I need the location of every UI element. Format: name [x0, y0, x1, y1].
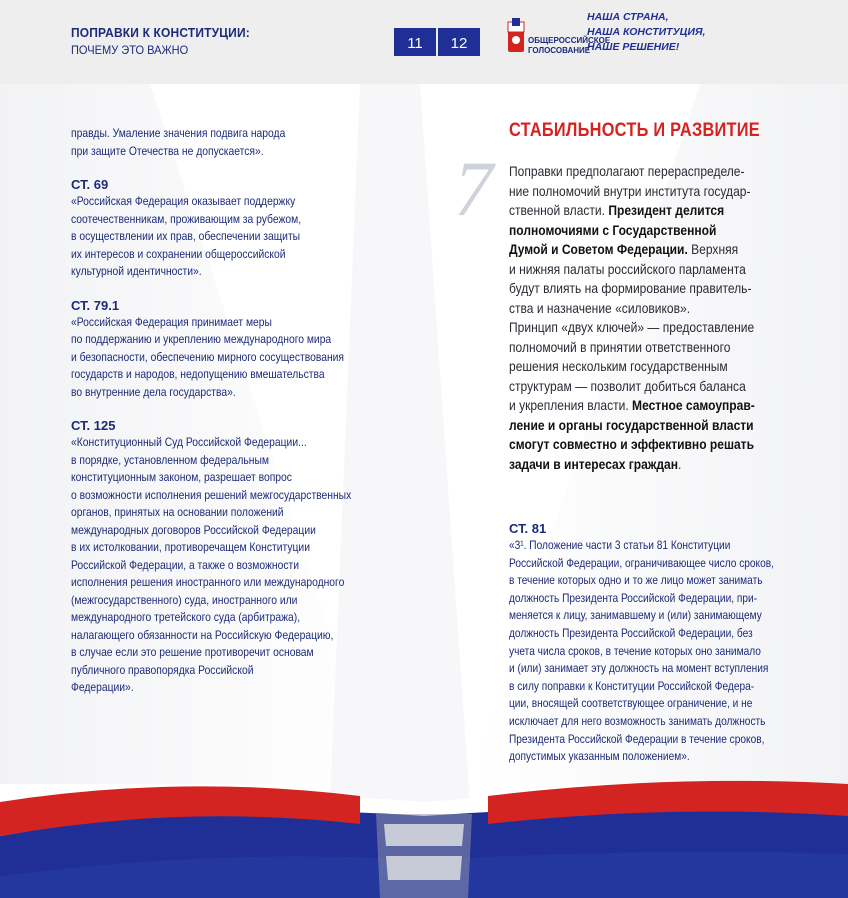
- text-line: «Российская Федерация принимает меры: [71, 314, 272, 329]
- text-line: в силу поправки к Конституции Российской Федера-: [509, 678, 755, 693]
- text-line: и безопасности, обеспечению мирного сосуществования: [71, 349, 344, 364]
- left-column: [71, 125, 406, 697]
- text-run: будут влиять на формирование правитель-: [509, 280, 752, 296]
- text-run: Поправки предполагают перераспределе-: [509, 163, 745, 179]
- text-line: в их истолковании, противоречащем Конституции: [71, 540, 310, 554]
- text-run: структурам — позволит добиться баланса: [509, 377, 746, 394]
- page-numbers: [390, 0, 486, 62]
- article-title: СТ. 81: [509, 521, 547, 536]
- text-line: [509, 396, 776, 416]
- text-line: [509, 338, 776, 358]
- ballot-box-icon: [506, 18, 526, 54]
- article-text: [71, 434, 359, 697]
- article-text: [71, 193, 359, 281]
- text-line: [509, 182, 776, 202]
- section-title: СТАБИЛЬНОСТЬ И РАЗВИТИЕ: [509, 120, 760, 141]
- text-run: решения нескольким государственным: [509, 358, 728, 374]
- logo-line-1: ОБЩЕРОССИЙСКОЕ: [528, 36, 611, 45]
- text-line: конституционным законом, разрешает вопрос: [71, 470, 292, 484]
- text-run: Верхняя: [687, 241, 739, 257]
- text-line: должность Президента Российской Федерации, при-: [509, 590, 758, 605]
- text-run: Президент делится: [608, 202, 725, 218]
- text-line: допустимых указанным положением».: [509, 749, 690, 764]
- text-line: культурной идентичности».: [71, 264, 202, 278]
- text-line: [509, 260, 776, 280]
- text-line: органов, принятых на основании положений: [71, 505, 284, 519]
- text-line: «3¹. Положение части 3 статьи 81 Конституции: [509, 538, 731, 552]
- text-line: [509, 201, 776, 221]
- text-line: Российской Федерации, а также о возможности: [71, 557, 299, 572]
- text-line: «Конституционный Суд Российской Федерации...: [71, 435, 307, 449]
- section-number: 7: [454, 145, 493, 232]
- text-line: исполнения решения иностранного или международного: [71, 575, 345, 589]
- text-line: [509, 299, 776, 319]
- text-line: при защите Отечества не допускается».: [71, 143, 264, 158]
- text-run: Местное самоуправ-: [632, 397, 755, 413]
- text-line: в осуществлении их прав, обеспечении защиты: [71, 229, 301, 243]
- intro-text: [71, 125, 359, 160]
- text-line: [509, 435, 776, 455]
- text-line: [509, 455, 776, 475]
- text-line: правды. Умаление значения подвига народа: [71, 126, 286, 140]
- text-line: учета числа сроков, в течение которых оно занимало: [509, 643, 761, 658]
- article-81: [509, 521, 829, 766]
- text-line: меняется к лицу, занимавшему и (или) занимающему: [509, 608, 762, 623]
- text-line: Президента Российской Федерации в течение сроков,: [509, 731, 765, 746]
- text-run: полномочий в принятии ответственного: [509, 338, 731, 355]
- text-line: публичного правопорядка Российской: [71, 662, 254, 677]
- text-line: их интересов и сохранении общероссийской: [71, 246, 286, 261]
- slogan-line-1: НАША СТРАНА,: [587, 11, 669, 23]
- article-title: СТ. 125: [71, 418, 116, 433]
- page-header: [0, 0, 848, 84]
- text-line: исключает для него возможность занимать должность: [509, 713, 766, 728]
- text-line: Федерации».: [71, 680, 134, 694]
- text-line: по поддержанию и укреплению международного мира: [71, 332, 332, 346]
- text-line: [509, 240, 776, 260]
- text-run: ние полномочий внутри института государ-: [509, 182, 751, 199]
- text-line: [509, 416, 776, 436]
- article-text: [509, 537, 784, 766]
- text-line: Российской Федерации, ограничивающее число сроков,: [509, 555, 774, 570]
- text-line: налагающего обязанности на Российскую Федерацию,: [71, 627, 334, 642]
- text-run: и укрепления власти.: [509, 397, 633, 413]
- header-title: ПОПРАВКИ К КОНСТИТУЦИИ:: [71, 25, 250, 40]
- slogan: [587, 10, 705, 55]
- text-run: .: [678, 455, 682, 472]
- article-title: СТ. 69: [71, 177, 109, 192]
- text-line: [509, 318, 776, 338]
- slogan-line-3: НАШЕ РЕШЕНИЕ!: [587, 41, 680, 53]
- text-line: международного третейского суда (арбитража),: [71, 610, 301, 624]
- header-subtitle: ПОЧЕМУ ЭТО ВАЖНО: [71, 43, 189, 57]
- text-line: в порядке, установленном федеральным: [71, 452, 269, 467]
- article-title: СТ. 79.1: [71, 297, 120, 313]
- text-line: [509, 162, 776, 182]
- text-run: задачи в интересах граждан: [509, 455, 679, 472]
- text-line: «Российская Федерация оказывает поддержку: [71, 194, 296, 208]
- page-number-right: 12: [438, 28, 480, 56]
- text-run: ства и назначение «силовиков».: [509, 299, 691, 316]
- text-line: и (или) занимает эту должность на момент вступления: [509, 661, 769, 676]
- slogan-line-2: НАША КОНСТИТУЦИЯ,: [587, 26, 706, 38]
- voting-logo: [506, 16, 611, 60]
- text-line: в течение которых одно и то же лицо может занимать: [509, 573, 763, 588]
- text-run: полномочиями с Государственной: [509, 221, 717, 238]
- text-line: международных договоров Российской Федерации: [71, 522, 316, 537]
- text-line: государств и народов, недопущению вмешательства: [71, 367, 325, 381]
- text-line: в случае если это решение противоречит основам: [71, 645, 314, 659]
- text-line: во внутренние дела государства».: [71, 384, 236, 399]
- logo-line-2: ГОЛОСОВАНИЕ: [528, 46, 591, 55]
- text-line: [509, 221, 776, 241]
- text-line: [509, 279, 776, 299]
- article-text: [71, 314, 359, 402]
- text-run: смогут совместно и эффективно решать: [509, 436, 754, 452]
- text-run: Думой и Советом Федерации.: [509, 241, 688, 257]
- right-column: [509, 120, 819, 474]
- text-run: и нижняя палаты российского парламента: [509, 260, 746, 277]
- text-line: [509, 357, 776, 377]
- text-line: соотечественникам, проживающим за рубежом,: [71, 211, 302, 226]
- text-line: должность Президента Российской Федерации, без: [509, 625, 753, 640]
- text-run: Принцип «двух ключей» — предоставление: [509, 319, 755, 335]
- text-line: ции, вносящей соответствующее ограничение, и не: [509, 696, 753, 711]
- text-line: (межгосударственного) суда, иностранного или: [71, 592, 298, 607]
- text-run: ственной власти.: [509, 202, 609, 218]
- text-run: ление и органы государственной власти: [509, 416, 754, 433]
- text-line: о возможности исполнения решений межгосударственных: [71, 487, 352, 502]
- section-body: [509, 162, 776, 474]
- text-line: [509, 377, 776, 397]
- page-number-left: 11: [394, 28, 436, 56]
